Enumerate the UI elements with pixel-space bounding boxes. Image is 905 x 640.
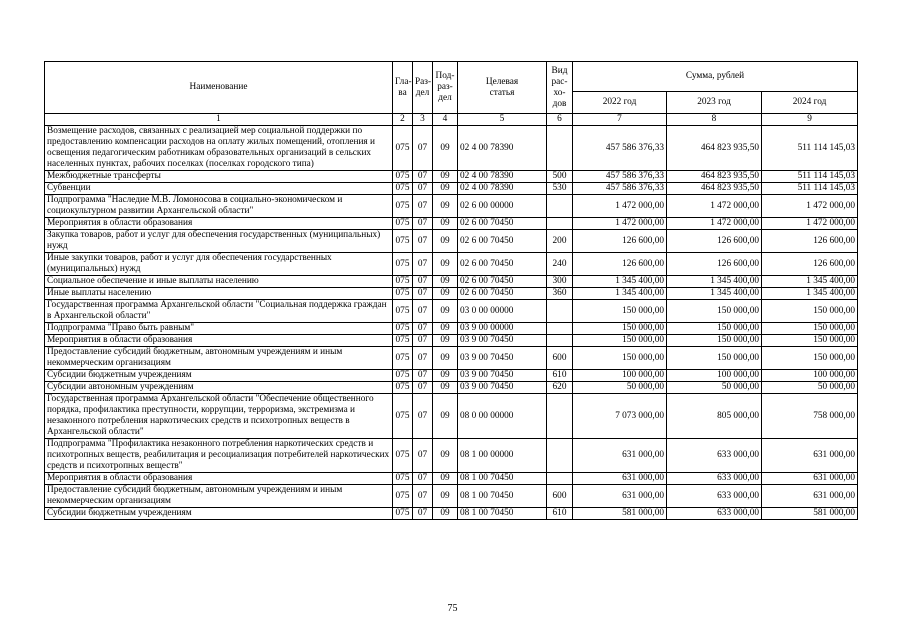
row-chapter: 075: [393, 382, 413, 394]
row-subsection: 09: [433, 439, 458, 473]
row-chapter: 075: [393, 230, 413, 253]
row-sum-2022: 631 000,00: [573, 439, 667, 473]
row-chapter: 075: [393, 394, 413, 439]
row-sum-2022: 126 600,00: [573, 253, 667, 276]
row-sum-2022: 581 000,00: [573, 508, 667, 520]
row-section: 07: [413, 485, 433, 508]
row-sum-2022: 100 000,00: [573, 370, 667, 382]
row-sum-2024: 1 472 000,00: [762, 218, 858, 230]
row-sum-2023: 126 600,00: [667, 230, 762, 253]
row-sum-2024: 50 000,00: [762, 382, 858, 394]
row-subsection: 09: [433, 370, 458, 382]
row-subsection: 09: [433, 382, 458, 394]
row-chapter: 075: [393, 508, 413, 520]
row-chapter: 075: [393, 335, 413, 347]
row-expense-type: [547, 394, 573, 439]
row-sum-2024: 511 114 145,03: [762, 171, 858, 183]
row-name: Мероприятия в области образования: [45, 335, 393, 347]
row-name: Возмещение расходов, связанных с реализацией мер социальной поддержки по предоставлению компенсации расходов на оплату жилых помещений, отопления и освещения педагогическим работникам образовательных организаций в сельских населенных пунктах, рабочих поселках (поселках городского типа): [45, 126, 393, 171]
row-subsection: 09: [433, 171, 458, 183]
row-name: Иные выплаты населению: [45, 288, 393, 300]
row-chapter: 075: [393, 485, 413, 508]
row-section: 07: [413, 183, 433, 195]
row-sum-2024: 631 000,00: [762, 485, 858, 508]
row-chapter: 075: [393, 473, 413, 485]
row-name: Социальное обеспечение и иные выплаты населению: [45, 276, 393, 288]
row-sum-2024: 126 600,00: [762, 230, 858, 253]
row-sum-2022: 1 345 400,00: [573, 276, 667, 288]
header-sum: Сумма, рублей: [573, 62, 858, 92]
budget-table: [44, 61, 858, 520]
row-sum-2024: 1 345 400,00: [762, 276, 858, 288]
row-name: Государственная программа Архангельской области "Социальная поддержка граждан в Архангельской области": [45, 300, 393, 323]
row-chapter: 075: [393, 218, 413, 230]
row-sum-2024: 1 345 400,00: [762, 288, 858, 300]
column-number: 6: [547, 114, 573, 126]
row-expense-type: 500: [547, 171, 573, 183]
row-target: 03 9 00 70450: [458, 347, 547, 370]
row-name: Субвенции: [45, 183, 393, 195]
row-name: Мероприятия в области образования: [45, 218, 393, 230]
row-section: 07: [413, 439, 433, 473]
row-section: 07: [413, 253, 433, 276]
table-row: [45, 253, 858, 276]
row-target: 02 4 00 78390: [458, 183, 547, 195]
row-subsection: 09: [433, 473, 458, 485]
row-expense-type: 530: [547, 183, 573, 195]
row-sum-2023: 464 823 935,50: [667, 183, 762, 195]
table-row: [45, 195, 858, 218]
row-target: 08 1 00 70450: [458, 473, 547, 485]
row-sum-2023: 150 000,00: [667, 335, 762, 347]
row-expense-type: [547, 218, 573, 230]
row-expense-type: 610: [547, 370, 573, 382]
row-target: 02 6 00 00000: [458, 195, 547, 218]
row-target: 02 6 00 70450: [458, 230, 547, 253]
row-subsection: 09: [433, 300, 458, 323]
column-number: 4: [433, 114, 458, 126]
table-row: [45, 382, 858, 394]
row-subsection: 09: [433, 508, 458, 520]
row-sum-2023: 805 000,00: [667, 394, 762, 439]
row-sum-2024: 150 000,00: [762, 300, 858, 323]
row-name: Иные закупки товаров, работ и услуг для обеспечения государственных (муниципальных) нужд: [45, 253, 393, 276]
column-number: 2: [393, 114, 413, 126]
header-chapter: Гла- ва: [393, 62, 413, 114]
row-sum-2024: 758 000,00: [762, 394, 858, 439]
row-sum-2022: 7 073 000,00: [573, 394, 667, 439]
header-subsection: Под- раз- дел: [433, 62, 458, 114]
table-row: [45, 394, 858, 439]
row-sum-2024: 511 114 145,03: [762, 126, 858, 171]
row-target: 08 1 00 70450: [458, 508, 547, 520]
row-name: Предоставление субсидий бюджетным, автономным учреждениям и иным некоммерческим организациям: [45, 347, 393, 370]
column-number: 5: [458, 114, 547, 126]
row-section: 07: [413, 473, 433, 485]
row-section: 07: [413, 370, 433, 382]
row-sum-2022: 1 472 000,00: [573, 218, 667, 230]
row-chapter: 075: [393, 323, 413, 335]
row-sum-2023: 1 472 000,00: [667, 218, 762, 230]
row-sum-2023: 100 000,00: [667, 370, 762, 382]
row-name: Государственная программа Архангельской области "Обеспечение общественного порядка, профилактика преступности, коррупции, терроризма, экстремизма и незаконного потребления наркотических средств и психотропных веществ в Архангельской области": [45, 394, 393, 439]
row-sum-2023: 150 000,00: [667, 300, 762, 323]
row-chapter: 075: [393, 347, 413, 370]
row-sum-2022: 457 586 376,33: [573, 183, 667, 195]
row-sum-2023: 464 823 935,50: [667, 171, 762, 183]
row-section: 07: [413, 230, 433, 253]
row-sum-2024: 150 000,00: [762, 323, 858, 335]
row-sum-2024: 581 000,00: [762, 508, 858, 520]
row-sum-2022: 1 472 000,00: [573, 195, 667, 218]
row-chapter: 075: [393, 253, 413, 276]
row-sum-2022: 457 586 376,33: [573, 126, 667, 171]
row-target: 02 4 00 78390: [458, 171, 547, 183]
row-target: 02 6 00 70450: [458, 253, 547, 276]
row-subsection: 09: [433, 218, 458, 230]
row-subsection: 09: [433, 323, 458, 335]
table-row: [45, 323, 858, 335]
row-chapter: 075: [393, 370, 413, 382]
column-number: 9: [762, 114, 858, 126]
row-sum-2024: 631 000,00: [762, 439, 858, 473]
row-expense-type: 620: [547, 382, 573, 394]
row-target: 03 0 00 00000: [458, 300, 547, 323]
header-row: [45, 62, 858, 92]
row-sum-2023: 633 000,00: [667, 508, 762, 520]
row-name: Подпрограмма "Наследие М.В. Ломоносова в социально-экономическом и социокультурном развитии Архангельской области": [45, 195, 393, 218]
row-chapter: 075: [393, 183, 413, 195]
row-sum-2022: 457 586 376,33: [573, 171, 667, 183]
row-sum-2023: 1 472 000,00: [667, 195, 762, 218]
row-subsection: 09: [433, 347, 458, 370]
row-sum-2024: 150 000,00: [762, 335, 858, 347]
row-target: 03 9 00 00000: [458, 323, 547, 335]
row-expense-type: [547, 195, 573, 218]
row-section: 07: [413, 394, 433, 439]
row-section: 07: [413, 382, 433, 394]
row-sum-2022: 126 600,00: [573, 230, 667, 253]
header-target: Целевая статья: [458, 62, 547, 114]
row-sum-2024: 126 600,00: [762, 253, 858, 276]
row-expense-type: 240: [547, 253, 573, 276]
row-sum-2023: 150 000,00: [667, 323, 762, 335]
row-target: 02 6 00 70450: [458, 218, 547, 230]
row-subsection: 09: [433, 253, 458, 276]
row-section: 07: [413, 335, 433, 347]
row-target: 03 9 00 70450: [458, 370, 547, 382]
row-expense-type: [547, 473, 573, 485]
row-target: 02 6 00 70450: [458, 276, 547, 288]
row-chapter: 075: [393, 276, 413, 288]
row-name: Подпрограмма "Профилактика незаконного потребления наркотических средств и психотропных веществ, реабилитация и ресоциализация потребителей наркотических средств и психотропных веществ": [45, 439, 393, 473]
row-expense-type: [547, 126, 573, 171]
row-subsection: 09: [433, 276, 458, 288]
table-row: [45, 370, 858, 382]
row-target: 02 4 00 78390: [458, 126, 547, 171]
header-year-2022: 2022 год: [573, 92, 667, 114]
row-target: 03 9 00 70450: [458, 335, 547, 347]
row-sum-2022: 150 000,00: [573, 347, 667, 370]
row-name: Субсидии автономным учреждениям: [45, 382, 393, 394]
row-subsection: 09: [433, 183, 458, 195]
row-sum-2022: 631 000,00: [573, 473, 667, 485]
table-row: [45, 288, 858, 300]
row-sum-2022: 1 345 400,00: [573, 288, 667, 300]
row-target: 08 1 00 70450: [458, 485, 547, 508]
row-subsection: 09: [433, 394, 458, 439]
row-sum-2024: 100 000,00: [762, 370, 858, 382]
table-row: [45, 126, 858, 171]
row-subsection: 09: [433, 288, 458, 300]
row-name: Субсидии бюджетным учреждениям: [45, 370, 393, 382]
row-sum-2024: 631 000,00: [762, 473, 858, 485]
row-subsection: 09: [433, 485, 458, 508]
row-section: 07: [413, 171, 433, 183]
table-row: [45, 485, 858, 508]
row-target: 03 9 00 70450: [458, 382, 547, 394]
row-subsection: 09: [433, 335, 458, 347]
row-sum-2022: 50 000,00: [573, 382, 667, 394]
row-sum-2023: 150 000,00: [667, 347, 762, 370]
row-section: 07: [413, 126, 433, 171]
row-expense-type: [547, 439, 573, 473]
table-row: [45, 347, 858, 370]
row-chapter: 075: [393, 195, 413, 218]
column-number: 1: [45, 114, 393, 126]
row-sum-2022: 150 000,00: [573, 335, 667, 347]
row-sum-2023: 50 000,00: [667, 382, 762, 394]
row-sum-2023: 1 345 400,00: [667, 276, 762, 288]
row-sum-2023: 464 823 935,50: [667, 126, 762, 171]
row-expense-type: 200: [547, 230, 573, 253]
row-sum-2023: 633 000,00: [667, 473, 762, 485]
row-expense-type: 600: [547, 347, 573, 370]
row-target: 08 1 00 00000: [458, 439, 547, 473]
row-name: Закупка товаров, работ и услуг для обеспечения государственных (муниципальных) нужд: [45, 230, 393, 253]
row-expense-type: 600: [547, 485, 573, 508]
row-sum-2022: 150 000,00: [573, 300, 667, 323]
column-number: 8: [667, 114, 762, 126]
row-sum-2023: 1 345 400,00: [667, 288, 762, 300]
row-name: Подпрограмма "Право быть равным": [45, 323, 393, 335]
table-row: [45, 276, 858, 288]
table-row: [45, 439, 858, 473]
row-chapter: 075: [393, 288, 413, 300]
table-row: [45, 183, 858, 195]
row-expense-type: [547, 300, 573, 323]
row-name: Субсидии бюджетным учреждениям: [45, 508, 393, 520]
row-section: 07: [413, 276, 433, 288]
row-sum-2024: 511 114 145,03: [762, 183, 858, 195]
column-numbers-row: [45, 114, 858, 126]
row-section: 07: [413, 195, 433, 218]
table-row: [45, 300, 858, 323]
table-row: [45, 171, 858, 183]
row-expense-type: 360: [547, 288, 573, 300]
row-section: 07: [413, 288, 433, 300]
row-sum-2024: 150 000,00: [762, 347, 858, 370]
row-section: 07: [413, 323, 433, 335]
column-number: 7: [573, 114, 667, 126]
table-row: [45, 230, 858, 253]
row-subsection: 09: [433, 195, 458, 218]
row-expense-type: [547, 335, 573, 347]
row-sum-2023: 126 600,00: [667, 253, 762, 276]
row-sum-2023: 633 000,00: [667, 439, 762, 473]
table-row: [45, 473, 858, 485]
row-name: Межбюджетные трансферты: [45, 171, 393, 183]
row-target: 02 6 00 70450: [458, 288, 547, 300]
row-sum-2022: 631 000,00: [573, 485, 667, 508]
row-name: Мероприятия в области образования: [45, 473, 393, 485]
row-sum-2022: 150 000,00: [573, 323, 667, 335]
row-chapter: 075: [393, 171, 413, 183]
row-subsection: 09: [433, 230, 458, 253]
header-year-2023: 2023 год: [667, 92, 762, 114]
row-expense-type: 300: [547, 276, 573, 288]
row-name: Предоставление субсидий бюджетным, автономным учреждениям и иным некоммерческим организациям: [45, 485, 393, 508]
row-expense-type: [547, 323, 573, 335]
row-section: 07: [413, 347, 433, 370]
header-year-2024: 2024 год: [762, 92, 858, 114]
row-chapter: 075: [393, 439, 413, 473]
row-expense-type: 610: [547, 508, 573, 520]
header-section: Раз- дел: [413, 62, 433, 114]
row-target: 08 0 00 00000: [458, 394, 547, 439]
row-section: 07: [413, 218, 433, 230]
row-sum-2024: 1 472 000,00: [762, 195, 858, 218]
header-expense-type: Вид рас- хо- дов: [547, 62, 573, 114]
table-body: [45, 126, 858, 520]
row-subsection: 09: [433, 126, 458, 171]
row-section: 07: [413, 508, 433, 520]
table-row: [45, 335, 858, 347]
column-number: 3: [413, 114, 433, 126]
table-row: [45, 218, 858, 230]
page-number: 75: [447, 603, 458, 614]
row-chapter: 075: [393, 300, 413, 323]
header-name: Наименование: [45, 62, 393, 114]
row-section: 07: [413, 300, 433, 323]
row-sum-2023: 633 000,00: [667, 485, 762, 508]
table-row: [45, 508, 858, 520]
row-chapter: 075: [393, 126, 413, 171]
